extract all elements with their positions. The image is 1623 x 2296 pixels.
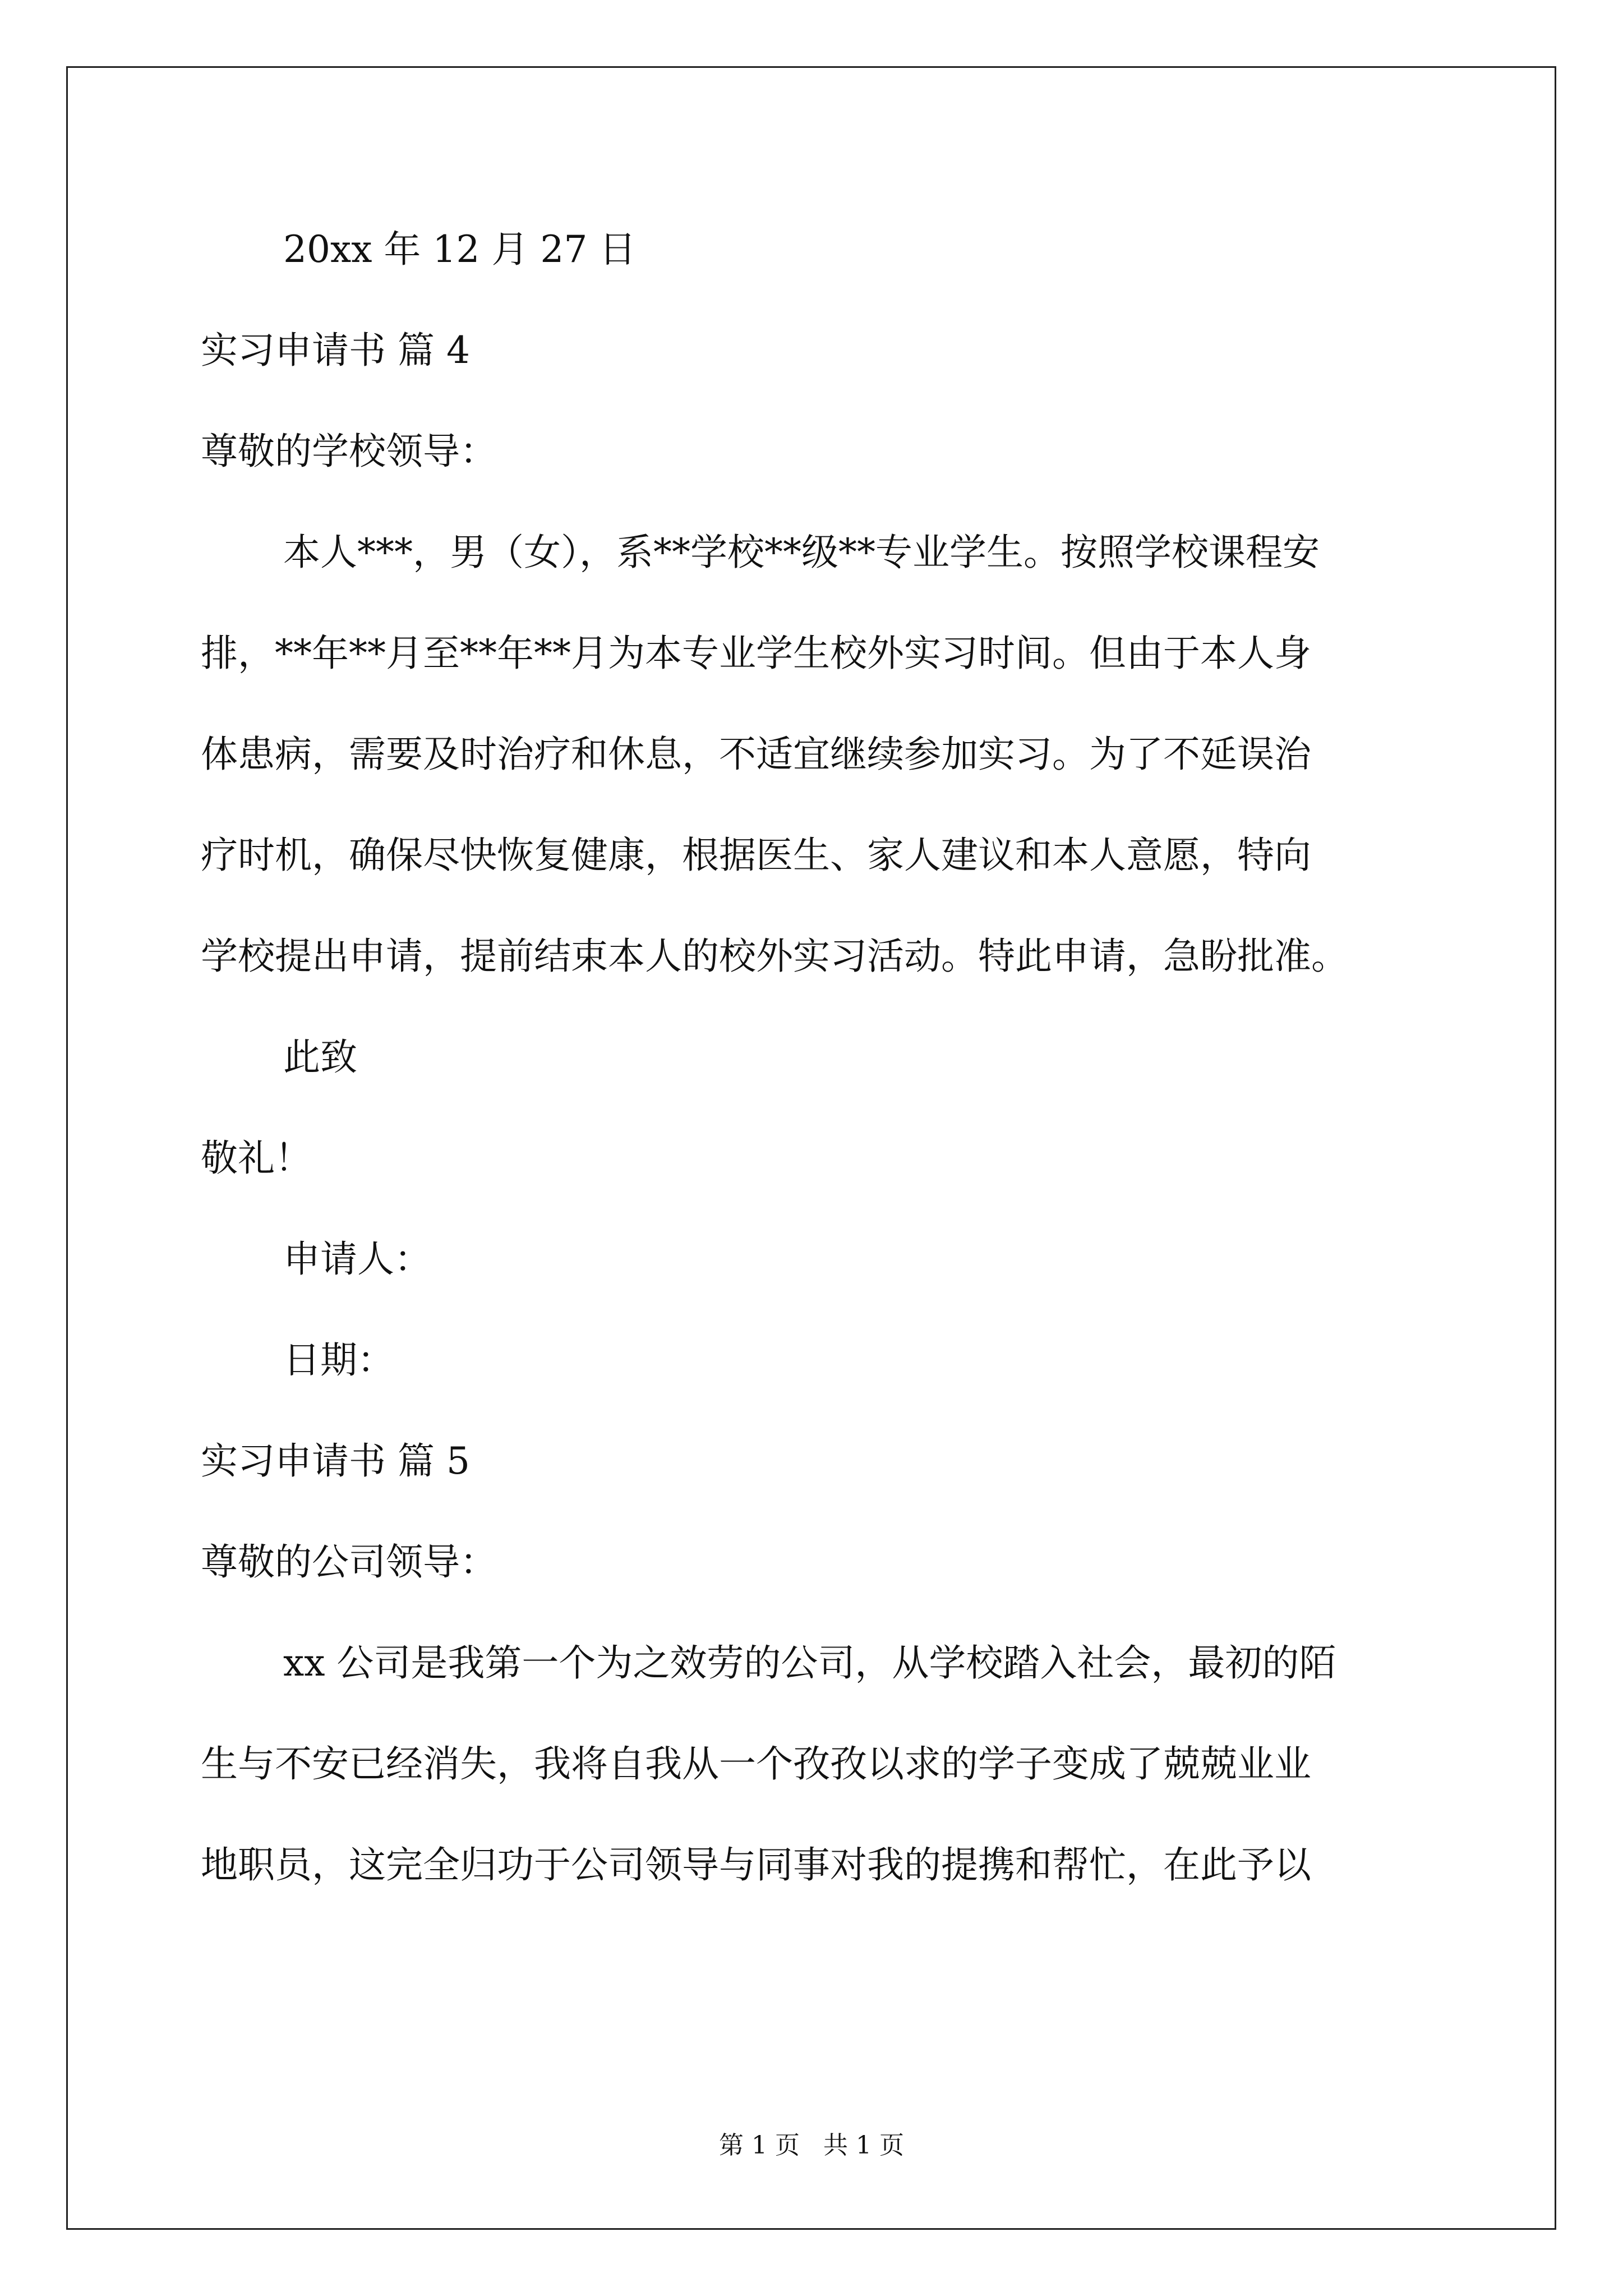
- closing-cizhi: 此致: [283, 1036, 357, 1079]
- closing-jingli: 敬礼！: [201, 1137, 312, 1180]
- paragraph-line: 排，**年**月至**年**月为本专业学生校外实习时间。但由于本人身: [201, 632, 1311, 675]
- section-heading-4: 实习申请书 篇 4: [201, 329, 470, 372]
- paragraph-line: 本人***，男（女），系**学校**级**专业学生。按照学校课程安: [283, 531, 1320, 574]
- date-line: 20xx 年 12 月 27 日: [283, 228, 637, 271]
- paragraph-line: 疗时机，确保尽快恢复健康，根据医生、家人建议和本人意愿，特向: [201, 834, 1311, 877]
- paragraph-line: 体患病，需要及时治疗和休息，不适宜继续参加实习。为了不延误治: [201, 733, 1311, 776]
- applicant-label: 申请人：: [283, 1237, 431, 1281]
- paragraph-line: xx 公司是我第一个为之效劳的公司，从学校踏入社会，最初的陌: [283, 1641, 1336, 1685]
- paragraph-line: 学校提出申请，提前结束本人的校外实习活动。特此申请，急盼批准。: [201, 935, 1348, 978]
- paragraph-line: 生与不安已经消失，我将自我从一个孜孜以求的学子变成了兢兢业业: [201, 1742, 1311, 1786]
- page-footer: [0, 2129, 1623, 2162]
- salutation-school: 尊敬的学校领导：: [201, 430, 497, 473]
- date-label: 日期：: [283, 1338, 394, 1382]
- page-number: 第 1 页: [719, 2131, 800, 2160]
- paragraph-line: 地职员，这完全归功于公司领导与同事对我的提携和帮忙，在此予以: [201, 1843, 1311, 1887]
- salutation-company: 尊敬的公司领导：: [201, 1540, 497, 1584]
- section-heading-5: 实习申请书 篇 5: [201, 1439, 470, 1483]
- page-total: 共 1 页: [823, 2131, 904, 2160]
